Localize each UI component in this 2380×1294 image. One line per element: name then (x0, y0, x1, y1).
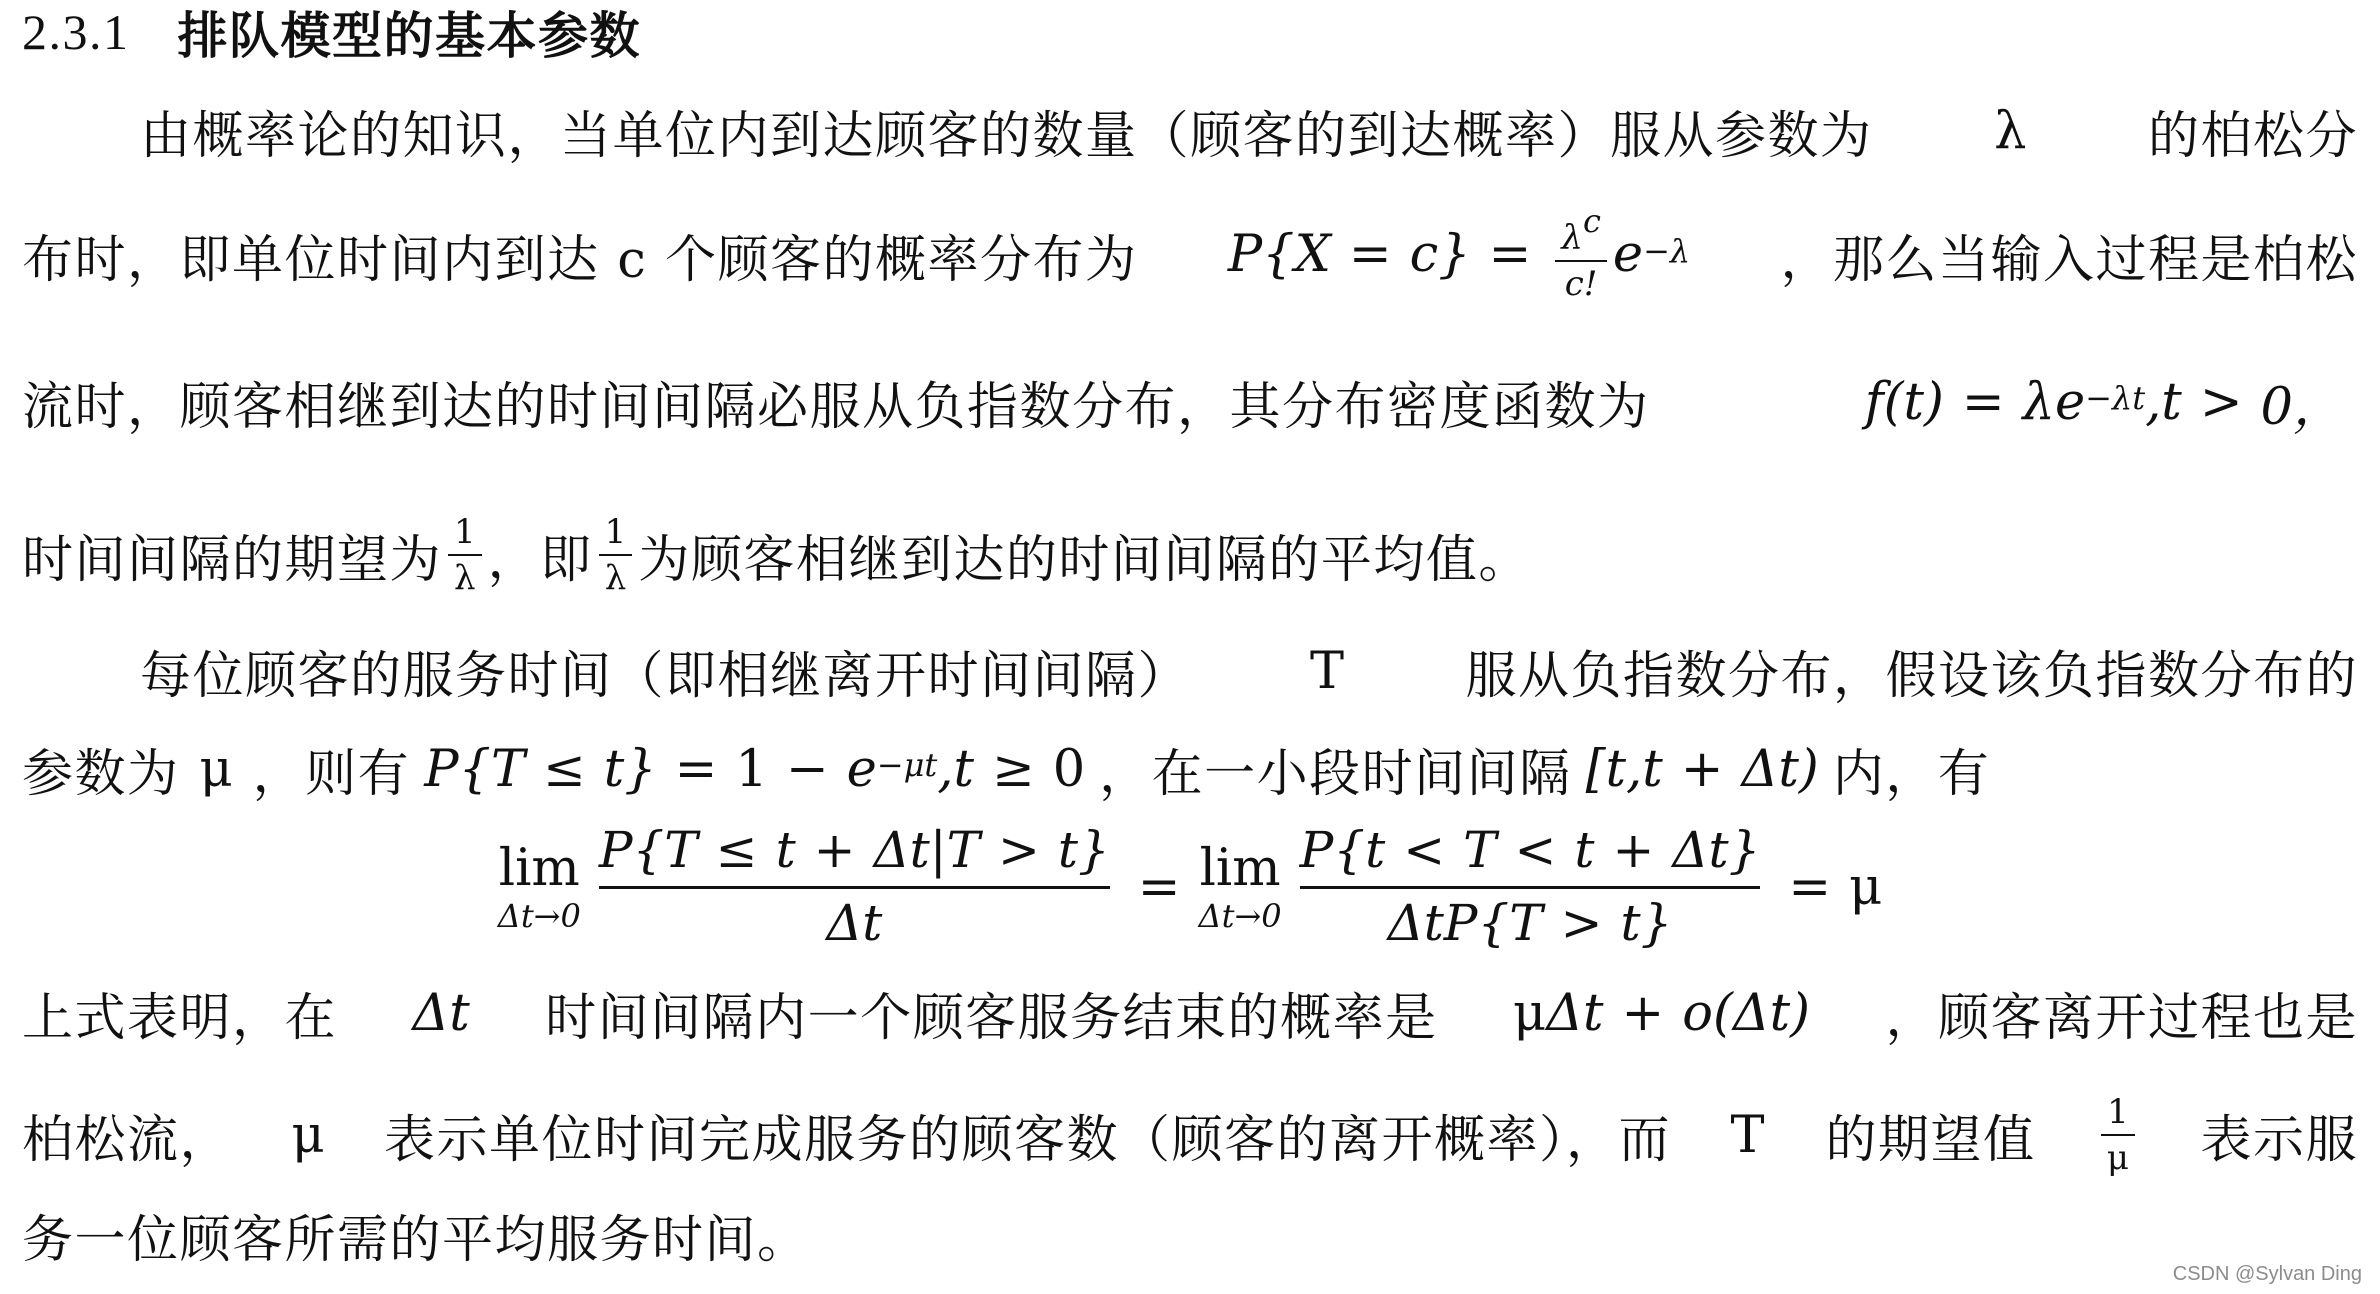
poisson-fraction: $\frac{\lambda^c}{c!}$ (1555, 207, 1606, 302)
p1-l2-text-b: ，那么当输入过程是柏松 (1780, 231, 2358, 290)
limit-operator-2: lim Δt→0 (1198, 838, 1282, 935)
p1-line-1 (140, 96, 2358, 166)
T-symbol-2: T (1730, 1105, 1767, 1165)
delta-t-symbol: Δt (412, 983, 470, 1043)
T-symbol: T (1309, 641, 1346, 701)
p2-l4-text-d: 表示服 (2200, 1111, 2358, 1170)
limit-equation: lim Δt→0 $\frac{P\{T \le t + \Delta t|T > t\}}{\Delta t}$ = lim Δt→0 $\frac{P\{t < T < t + \Delta t\}}{\text{ΔtP\{T > t\}}}$ = μ (497, 821, 1883, 952)
p1-l1-text-a: 由概率论的知识，当单位内到达顾客的数量（顾客的到达概率）服从参数为 (140, 107, 1873, 166)
density-formula: f(t) = λe $^{-\lambda t}$ ,t > 0， (1864, 372, 2344, 437)
probability-formula: μ Δt + o(Δt) (1513, 983, 1811, 1043)
section-heading (22, 0, 2358, 64)
mu-symbol-2: μ (291, 1105, 325, 1165)
mu-symbol: μ (199, 739, 233, 799)
p1-line-2 (22, 200, 2358, 310)
limit-fraction-1: $\frac{P\{T \le t + \Delta t|T > t\}}{\Delta t}$ (598, 821, 1110, 952)
p2-line-4 (22, 1080, 2358, 1190)
p1-l2-text-a: 布时，即单位时间内到达 c 个顾客的概率分布为 (22, 231, 1138, 290)
p2-l1-text-a: 每位顾客的服务时间（即相继离开时间间隔） (140, 647, 1191, 706)
limit-fraction-2: $\frac{P\{t < T < t + \Delta t\}}{\text{ΔtP\{T > t\}}}$ (1299, 821, 1761, 952)
p2-l3-text-c: ，顾客离开过程也是 (1885, 989, 2358, 1048)
p2-l3-text-a: 上式表明，在 (22, 989, 338, 1048)
p1-l4-text-c: 为顾客相继到达的时间间隔的平均值。 (638, 531, 1531, 590)
p2-line-5 (22, 1200, 2358, 1270)
cdf-formula: P{T ≤ t} = 1 − e $^{-\mu t}$ ,t ≥ 0 (424, 739, 1086, 799)
p2-l2-text-d: 内，有 (1832, 745, 1991, 804)
service-time-fraction: $\frac{1}{\mu}$ (2101, 1093, 2135, 1177)
p1-l4-text-b: ，即 (487, 531, 593, 590)
p2-line-1 (140, 636, 2358, 706)
p2-l2-text-b: ，则有 (252, 745, 411, 804)
p2-l2-text-c: ，在一小段时间间隔 (1099, 745, 1572, 804)
section-title: 排队模型的基本参数 (177, 7, 641, 65)
p1-l3-text-a: 流时，顾客相继到达的时间间隔必服从负指数分布，其分布密度函数为 (22, 378, 1650, 437)
interval-formula: [t,t + Δt) (1585, 739, 1819, 799)
p2-line-3 (22, 978, 2358, 1048)
expectation-fraction-2: $\frac{1}{\lambda}$ (599, 513, 633, 597)
p2-l2-text-a: 参数为 (22, 745, 180, 804)
p1-line-4 (22, 500, 2358, 610)
lambda-symbol: λ (1994, 101, 2027, 161)
watermark: CSDN @Sylvan Ding (2172, 1263, 2362, 1285)
p2-l5-text-a: 务一位顾客所需的平均服务时间。 (22, 1211, 810, 1270)
p2-l4-text-c: 的期望值 (1825, 1111, 2036, 1170)
p2-l4-text-a: 柏松流， (22, 1111, 233, 1170)
p2-l1-text-b: 服从负指数分布，假设该负指数分布的 (1465, 647, 2358, 706)
p2-l3-text-b: 时间间隔内一个顾客服务结束的概率是 (545, 989, 1438, 1048)
expectation-fraction-1: $\frac{1}{\lambda}$ (448, 513, 482, 597)
section-number: 2.3.1 (22, 4, 130, 60)
p1-l4-text-a: 时间间隔的期望为 (22, 531, 443, 590)
poisson-formula: P{X = c} = $\frac{\lambda^c}{c!}$ e $^{-\lambda}$ (1227, 202, 1691, 304)
limit-operator-1: lim Δt→0 (497, 838, 581, 935)
p2-l4-text-b: 表示单位时间完成服务的顾客数（顾客的离开概率），而 (384, 1111, 1672, 1170)
p1-line-3 (22, 362, 2358, 442)
p1-l1-text-b: 的柏松分 (2147, 107, 2358, 166)
p2-line-2 (22, 734, 2358, 804)
